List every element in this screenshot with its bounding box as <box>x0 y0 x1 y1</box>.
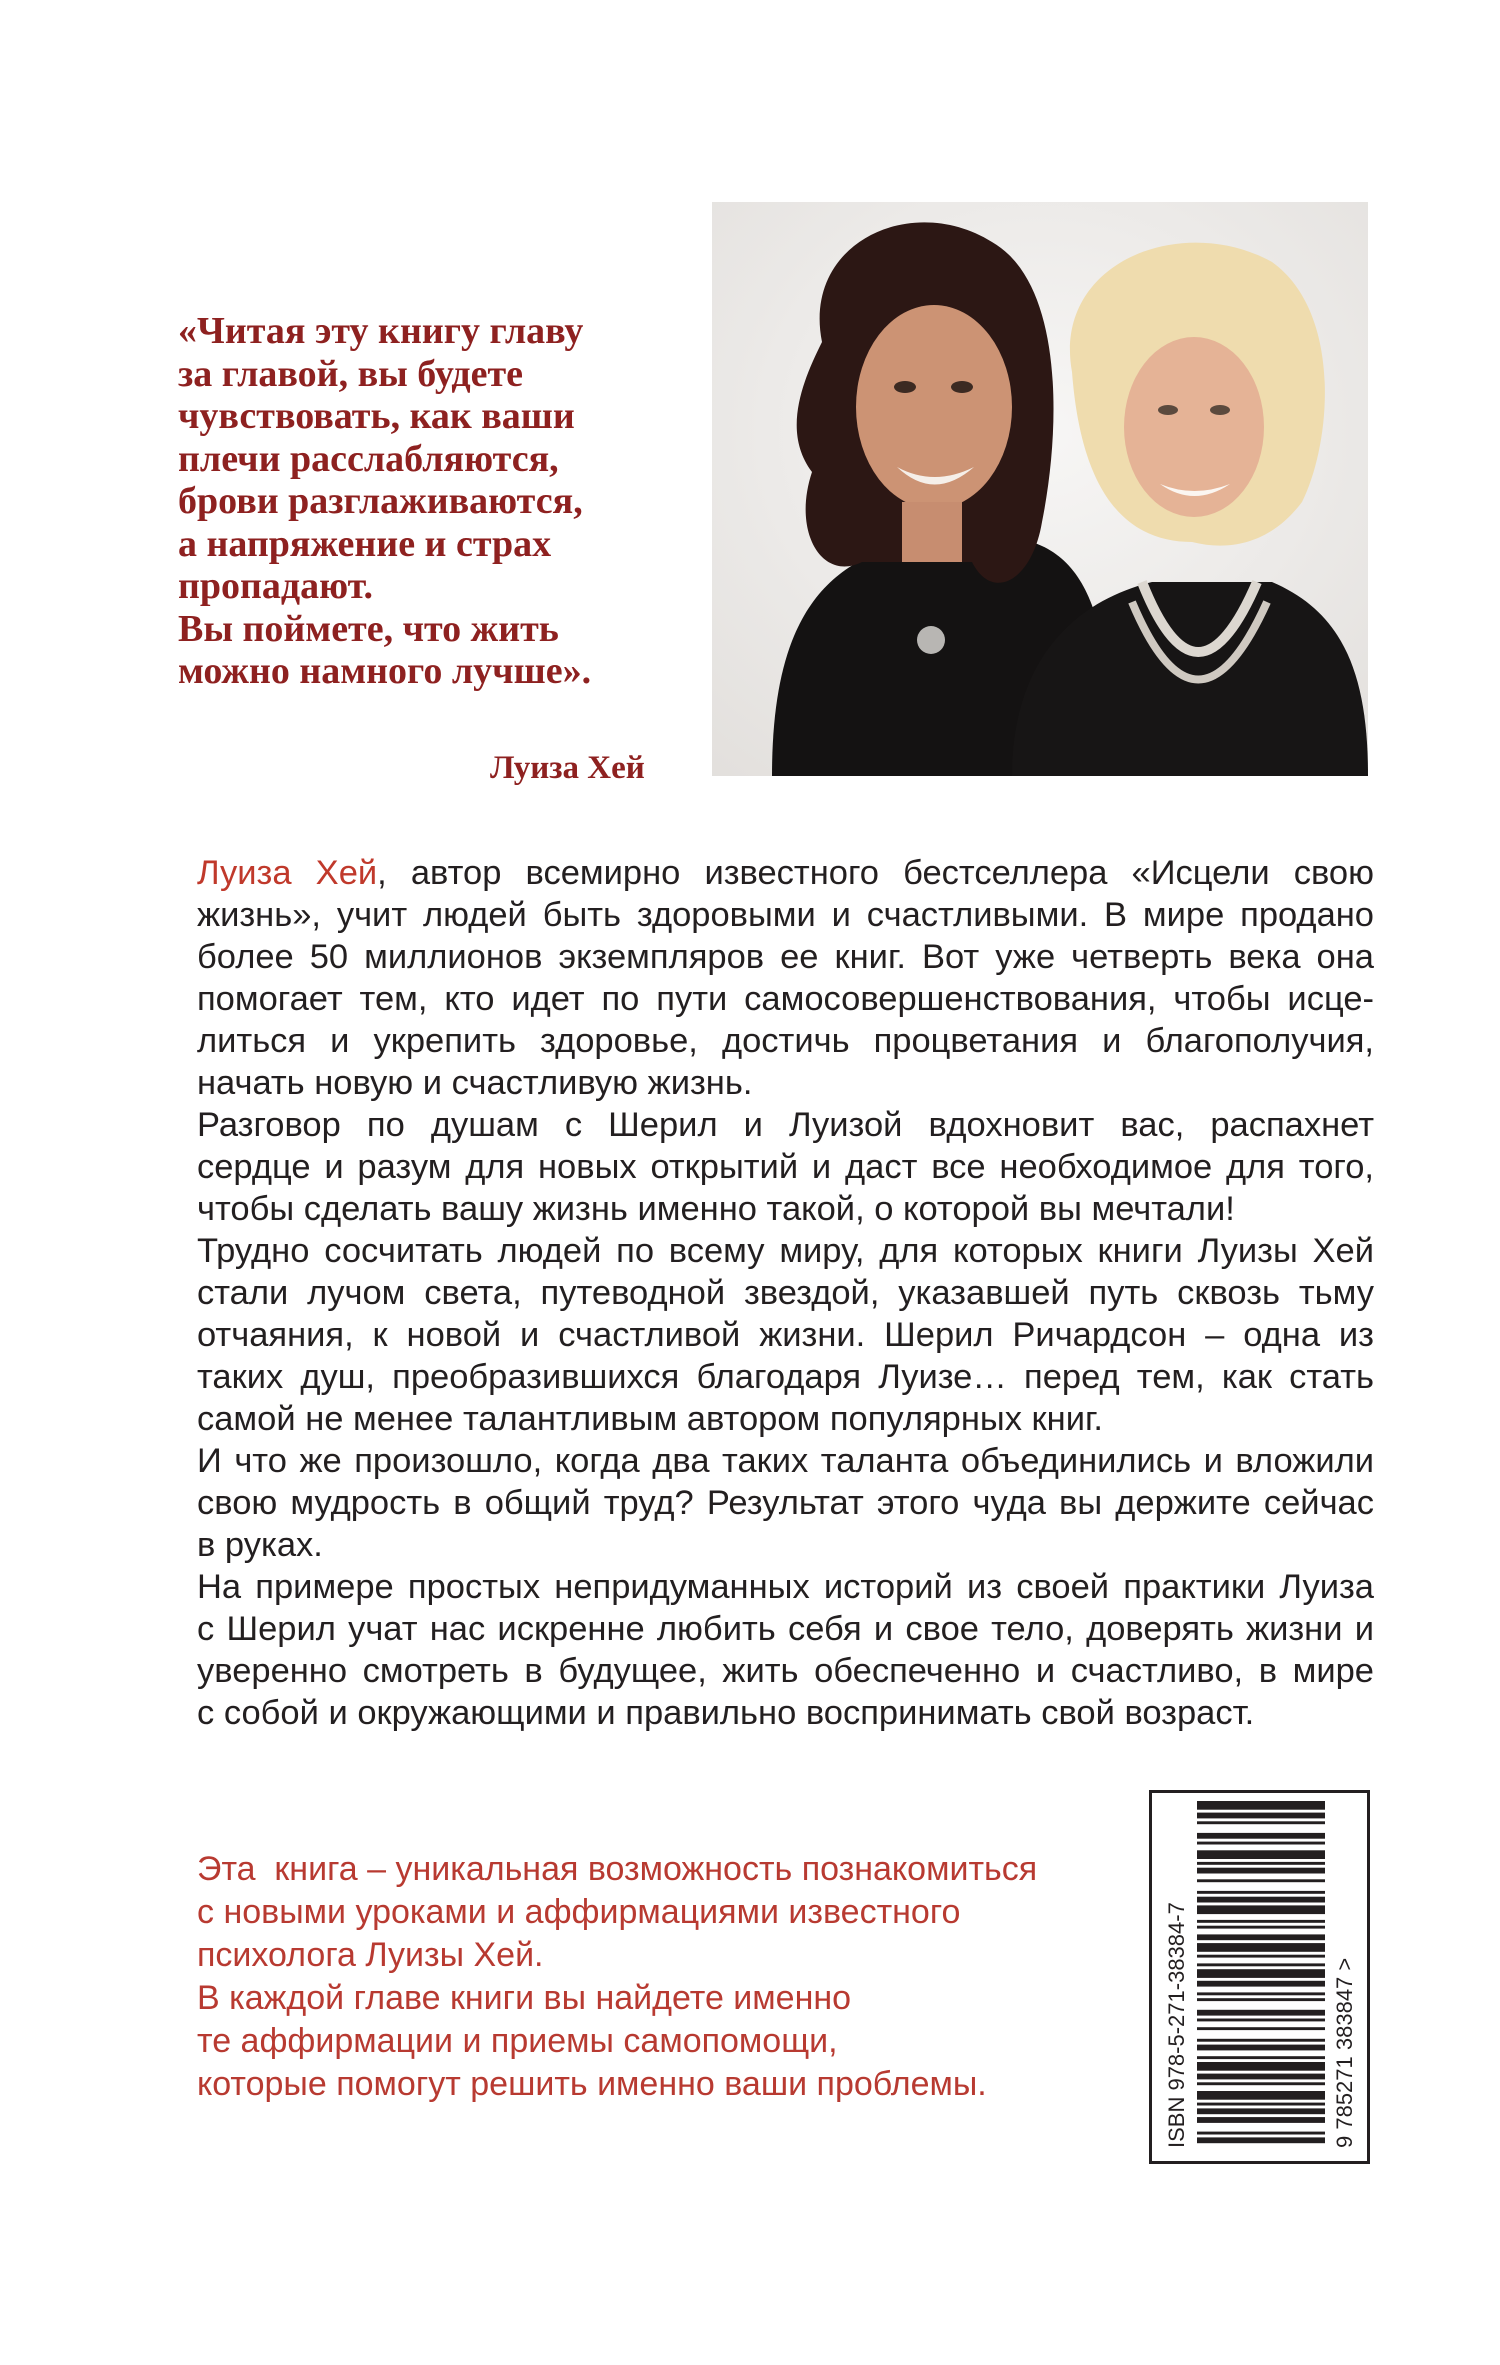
barcode-bar <box>1197 2103 1325 2106</box>
description-line: уверенно смотреть в будущее, жить обеспеченно и счастливо, в мире <box>197 1652 1374 1690</box>
barcode-bar <box>1197 1981 1325 1987</box>
quote-line: брови разглаживаются, <box>178 480 583 522</box>
quote-line: плечи расслабляются, <box>178 437 559 480</box>
quote-line: Вы поймете, что жить <box>178 607 559 650</box>
description-line: отчаяния, к новой и счастливой жизни. Шерил Ричардсон – одна из <box>197 1316 1374 1354</box>
quote-line: «Читая эту книгу главу <box>178 310 584 352</box>
promo-line: те аффирмации и приемы самопомощи, <box>197 2022 838 2060</box>
promo-text <box>197 1848 1127 2106</box>
barcode-bar <box>1197 2062 1325 2071</box>
description-line <box>197 852 1374 894</box>
isbn-barcode <box>1149 1790 1370 2164</box>
description-line: стали лучом света, путеводной звездой, указавшей путь сквозь тьму <box>197 1274 1374 1312</box>
quote-line: пропадают. <box>178 565 373 607</box>
description-line: И что же произошло, когда два таких таланта объединились и вложили <box>197 1442 1374 1480</box>
description-text: , автор всемирно известного бестселлера «Исцели свою <box>377 854 1374 892</box>
barcode-bar <box>1197 1905 1325 1914</box>
barcode-bar <box>1197 1926 1325 1929</box>
barcode-bar <box>1197 1801 1325 1810</box>
description-line: в руках. <box>197 1526 323 1564</box>
description-line: таких душ, преобразившихся благодаря Луизе… перед тем, как стать <box>197 1358 1374 1396</box>
barcode-bar <box>1197 1992 1325 1995</box>
barcode-bar <box>1197 1998 1325 2001</box>
quote-block <box>178 310 698 693</box>
quote-author: Луиза Хей <box>490 750 645 786</box>
barcode-bar <box>1197 1955 1325 1958</box>
barcode-bar <box>1197 2091 1325 2100</box>
barcode-bar <box>1197 1891 1325 1894</box>
barcode-bar <box>1197 1833 1325 1839</box>
barcode-bar <box>1197 1943 1325 1952</box>
barcode-bar <box>1197 1868 1325 1874</box>
barcode-bar <box>1197 2117 1325 2123</box>
barcode-bar <box>1197 1934 1325 1940</box>
barcode-bars <box>1197 1801 1325 2143</box>
quote-line: чувствовать, как ваши <box>178 395 575 437</box>
description-line: сердце и разум для новых открытий и даст все необходимое для того, <box>197 1148 1374 1186</box>
promo-line: которые помогут решить именно ваши проблемы. <box>197 2065 987 2103</box>
barcode-digits: 9 785271 383847 > <box>1332 1957 1357 2148</box>
description-line: Трудно сосчитать людей по всему миру, для которых книги Луизы Хей <box>197 1232 1374 1270</box>
description-line: На примере простых непридуманных историй из своей практики Луиза <box>197 1568 1374 1606</box>
promo-line: Эта книга – уникальная возможность познакомиться <box>197 1850 1038 1888</box>
barcode-bar <box>1197 1879 1325 1882</box>
barcode-bar <box>1197 1813 1325 1819</box>
promo-line: психолога Луизы Хей. <box>197 1936 544 1974</box>
description-line: жизнь», учит людей быть здоровыми и счастливыми. В мире продано <box>197 896 1374 934</box>
barcode-bar <box>1197 2137 1325 2143</box>
book-description <box>197 852 1374 1734</box>
promo-line: В каждой главе книги вы найдете именно <box>197 1979 852 2017</box>
description-line: свою мудрость в общий труд? Результат этого чуда вы держите сейчас <box>197 1484 1374 1522</box>
barcode-bar <box>1197 2056 1325 2059</box>
barcode-bar <box>1197 1963 1325 1966</box>
barcode-bar <box>1197 1897 1325 1903</box>
barcode-bar <box>1197 2019 1325 2022</box>
description-line: чтобы сделать вашу жизнь именно такой, о которой вы мечтали! <box>197 1190 1235 1228</box>
barcode-bar <box>1197 2132 1325 2135</box>
quote-line: а напряжение и страх <box>178 522 552 565</box>
description-line: более 50 миллионов экземпляров ее книг. Вот уже четверть века она <box>197 938 1374 976</box>
isbn-text: ISBN 978-5-271-38384-7 <box>1164 1902 1189 2148</box>
barcode-bar <box>1197 2074 1325 2080</box>
promo-line: с новыми уроками и аффирмациями известного <box>197 1893 961 1931</box>
barcode-bar <box>1197 1850 1325 1859</box>
barcode-bar <box>1197 2045 1325 2051</box>
authors-photo <box>712 202 1368 776</box>
barcode-bar <box>1197 1842 1325 1845</box>
author-name-highlight: Луиза Хей <box>197 854 378 892</box>
description-line: с собой и окружающими и правильно воспринимать свой возраст. <box>197 1694 1255 1732</box>
barcode-bar <box>1197 1821 1325 1824</box>
description-line: самой не менее талантливым автором популярных книг. <box>197 1400 1103 1438</box>
description-line: начать новую и счастливую жизнь. <box>197 1064 753 1102</box>
quote-line: можно намного лучше». <box>178 650 592 692</box>
barcode-bar <box>1197 2082 1325 2085</box>
quote-line: за главой, вы будете <box>178 352 524 395</box>
barcode-bar <box>1197 1862 1325 1865</box>
description-line: литься и укрепить здоровье, достичь процветания и благополучия, <box>197 1022 1374 1060</box>
barcode-bar <box>1197 2010 1325 2016</box>
barcode-bar <box>1197 2027 1325 2030</box>
barcode-bar <box>1197 2039 1325 2042</box>
barcode-bar <box>1197 1969 1325 1978</box>
description-line: помогает тем, кто идет по пути самосовершенствования, чтобы исце- <box>197 980 1374 1018</box>
description-line: Разговор по душам с Шерил и Луизой вдохновит вас, распахнет <box>197 1106 1374 1144</box>
description-line: с Шерил учат нас искренне любить себя и свое тело, доверять жизни и <box>197 1610 1374 1648</box>
barcode-bar <box>1197 2108 1325 2114</box>
barcode-bar <box>1197 1920 1325 1923</box>
